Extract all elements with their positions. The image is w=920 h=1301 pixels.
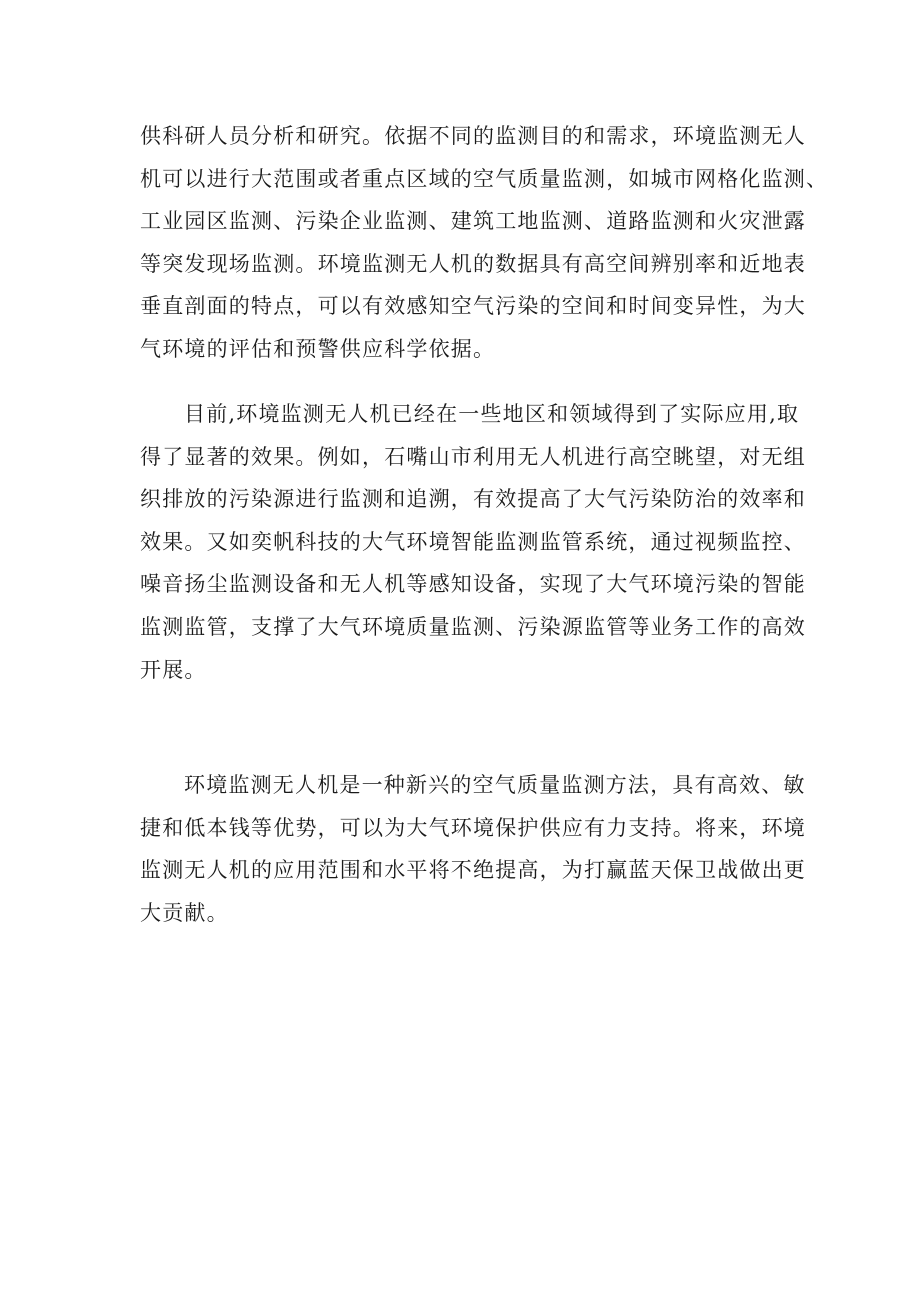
paragraph-continuation <box>140 115 829 371</box>
text-line: 监测监管，支撑了大气环境质量监测、污染源监管等业务工作的高效 <box>140 614 806 639</box>
text-line: 环境监测无人机是一种新兴的空气质量监测方法，具有高效、敏 <box>184 773 806 797</box>
text-line: 气环境的评估和预警供应科学依据。 <box>140 336 496 361</box>
text-line: 目前,环境监测无人机已经在一些地区和领域得到了实际应用,取 <box>184 402 800 426</box>
text-line: 捷和低本钱等优势，可以为大气环境保护供应有力支持。将来，环境 <box>140 815 806 840</box>
text-line: 工业园区监测、污染企业监测、建筑工地监测、道路监测和火灾泄露 <box>140 209 806 234</box>
text-line: 供科研人员分析和研究。依据不同的监测目的和需求，环境监测无人 <box>140 124 806 148</box>
paragraph-applications <box>140 393 806 691</box>
paragraph-conclusion <box>140 764 806 934</box>
text-line: 机可以进行大范围或者重点区域的空气质量监测，如城市网格化监测、 <box>140 166 829 191</box>
text-line: 等突发现场监测。环境监测无人机的数据具有高空间辨别率和近地表 <box>140 251 806 276</box>
text-line: 垂直剖面的特点，可以有效感知空气污染的空间和时间变异性，为大 <box>140 294 806 319</box>
text-line: 开展。 <box>140 657 207 682</box>
text-line: 大贡献。 <box>140 900 229 925</box>
text-line: 监测无人机的应用范围和水平将不绝提高，为打赢蓝天保卫战做出更 <box>140 858 806 883</box>
text-line: 得了显著的效果。例如，石嘴山市利用无人机进行高空眺望，对无组 <box>140 444 806 469</box>
text-line: 噪音扬尘监测设备和无人机等感知设备，实现了大气环境污染的智能 <box>140 572 806 597</box>
text-line: 织排放的污染源进行监测和追溯，有效提高了大气污染防治的效率和 <box>140 487 806 512</box>
text-line: 效果。又如奕帆科技的大气环境智能监测监管系统，通过视频监控、 <box>140 529 806 554</box>
